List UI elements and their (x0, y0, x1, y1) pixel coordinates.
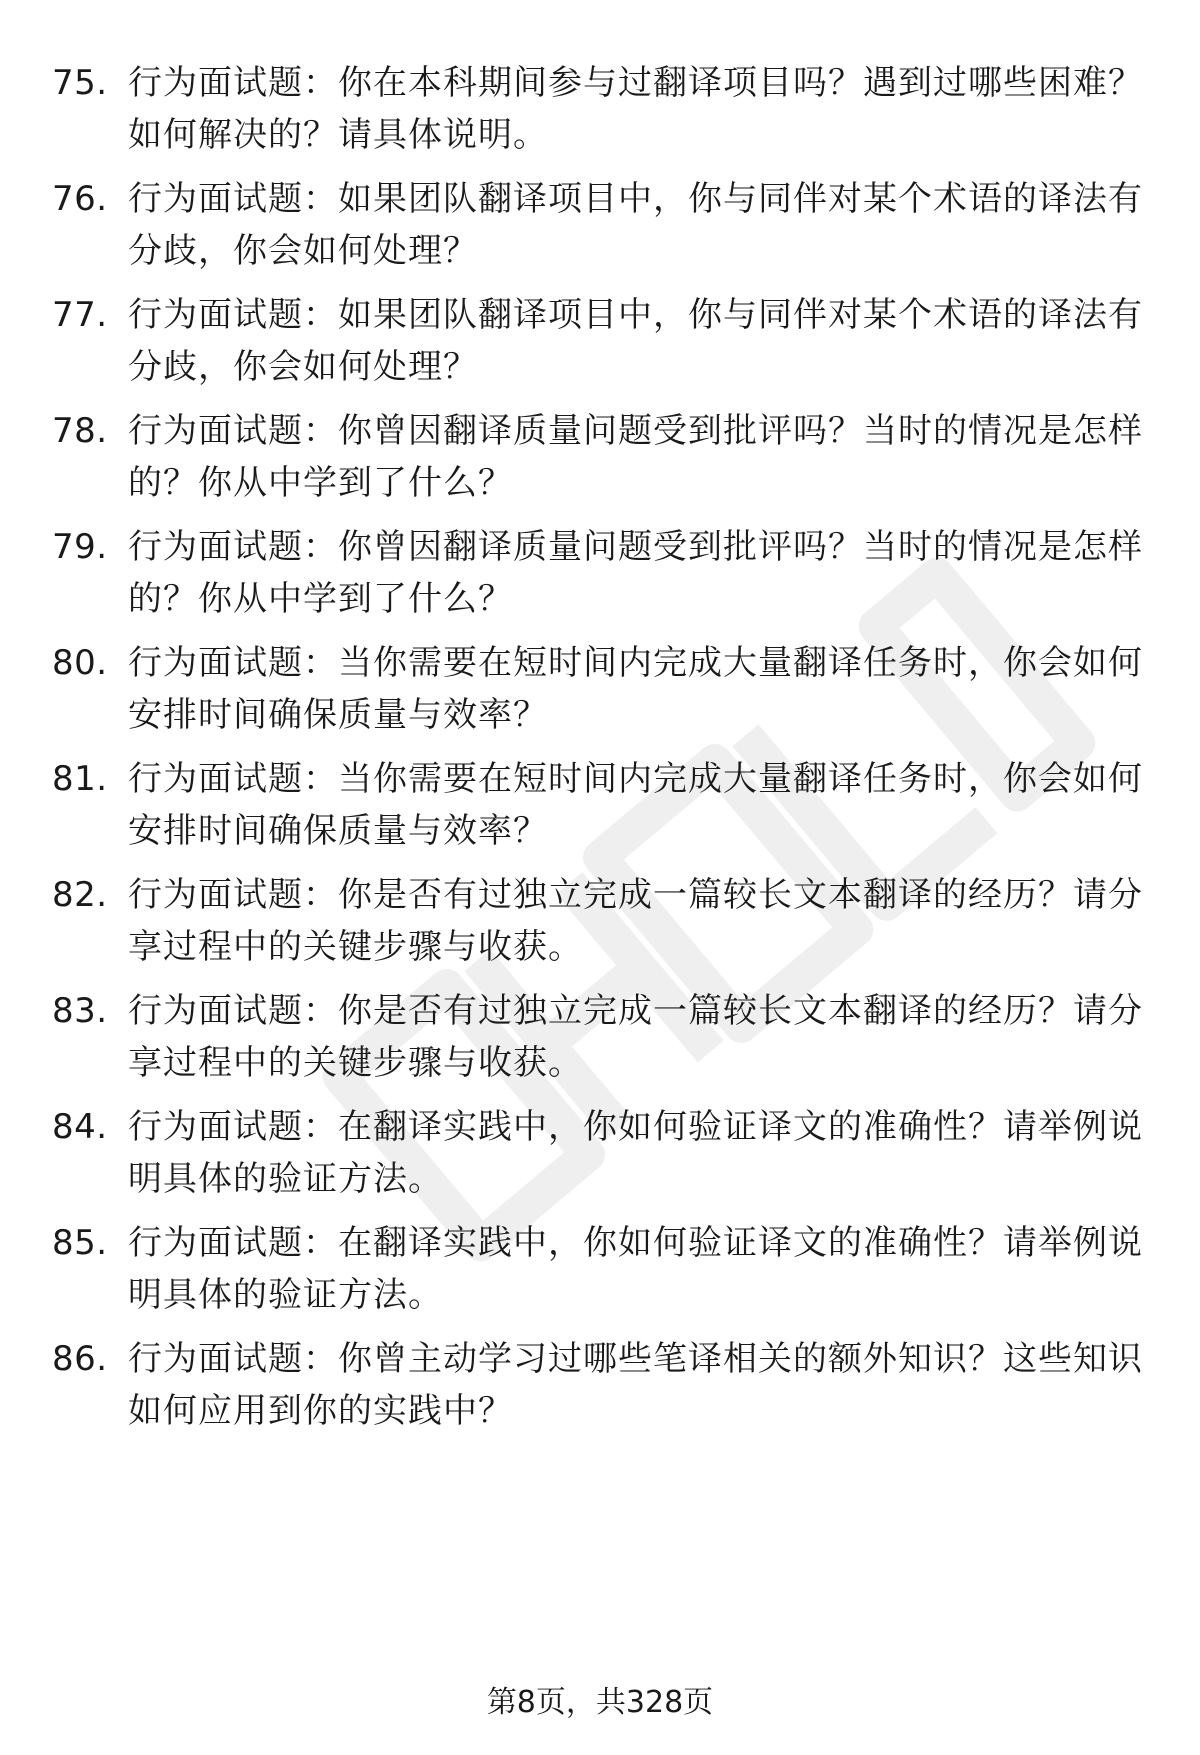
list-item (0, 985, 1200, 1105)
question-text: 行为面试题：当你需要在短时间内完成大量翻译任务时，你会如何安排时间确保质量与效率？ (128, 759, 1143, 851)
question-text: 行为面试题：当你需要在短时间内完成大量翻译任务时，你会如何安排时间确保质量与效率？ (128, 643, 1143, 735)
page-number-label: 第8页，共328页 (486, 1685, 714, 1720)
question-text: 行为面试题：你在本科期间参与过翻译项目吗？遇到过哪些困难？如何解决的？请具体说明。 (128, 63, 1143, 155)
list-item (0, 1101, 1200, 1221)
list-item (0, 753, 1200, 873)
list-item (0, 1217, 1200, 1337)
page-footer (0, 1683, 1200, 1723)
question-number: 81. (52, 759, 108, 799)
question-number: 85. (52, 1223, 108, 1263)
question-number: 84. (52, 1107, 108, 1147)
question-number: 75. (52, 63, 108, 103)
question-number: 78. (52, 411, 108, 451)
question-number: 86. (52, 1339, 108, 1379)
list-item (0, 289, 1200, 409)
list-item (0, 521, 1200, 641)
question-number: 76. (52, 179, 108, 219)
question-text: 行为面试题：你曾主动学习过哪些笔译相关的额外知识？这些知识如何应用到你的实践中？ (128, 1339, 1143, 1431)
question-number: 80. (52, 643, 108, 683)
question-text: 行为面试题：在翻译实践中，你如何验证译文的准确性？请举例说明具体的验证方法。 (128, 1223, 1143, 1315)
question-text: 行为面试题：你曾因翻译质量问题受到批评吗？当时的情况是怎样的？你从中学到了什么？ (128, 527, 1143, 619)
question-text: 行为面试题：在翻译实践中，你如何验证译文的准确性？请举例说明具体的验证方法。 (128, 1107, 1143, 1199)
question-number: 82. (52, 875, 108, 915)
question-number: 79. (52, 527, 108, 567)
list-item (0, 1333, 1200, 1453)
question-text: 行为面试题：如果团队翻译项目中，你与同伴对某个术语的译法有分歧，你会如何处理？ (128, 179, 1143, 271)
list-item (0, 869, 1200, 989)
question-text: 行为面试题：如果团队翻译项目中，你与同伴对某个术语的译法有分歧，你会如何处理？ (128, 295, 1143, 387)
question-text: 行为面试题：你曾因翻译质量问题受到批评吗？当时的情况是怎样的？你从中学到了什么？ (128, 411, 1143, 503)
question-text: 行为面试题：你是否有过独立完成一篇较长文本翻译的经历？请分享过程中的关键步骤与收获。 (128, 875, 1143, 967)
list-item (0, 405, 1200, 525)
list-item (0, 173, 1200, 293)
question-number: 83. (52, 991, 108, 1031)
question-number: 77. (52, 295, 108, 335)
list-item (0, 637, 1200, 757)
list-item (0, 57, 1200, 177)
question-text: 行为面试题：你是否有过独立完成一篇较长文本翻译的经历？请分享过程中的关键步骤与收获。 (128, 991, 1143, 1083)
